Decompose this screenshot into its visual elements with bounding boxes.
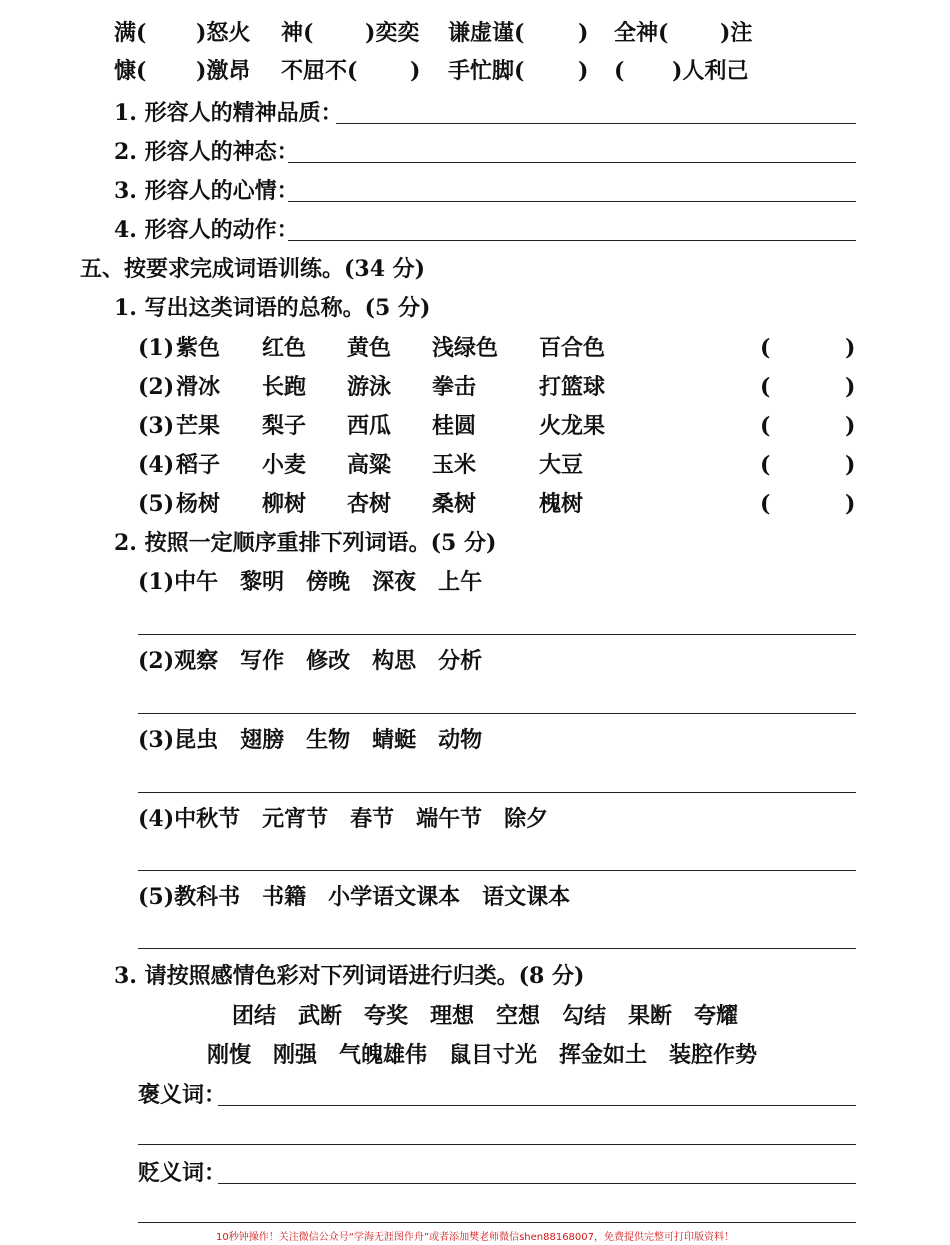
idiom-part: ) bbox=[578, 20, 589, 46]
answer-paren-close: ) bbox=[845, 491, 856, 517]
idiom-part: 神( bbox=[281, 20, 314, 46]
item-number: (5) bbox=[138, 491, 175, 517]
idiom-part: )激昂 bbox=[196, 58, 251, 84]
word: 桑树 bbox=[432, 491, 477, 517]
word: 杏树 bbox=[347, 491, 392, 517]
word: 西瓜 bbox=[347, 413, 392, 439]
word: 浅绿色 bbox=[432, 335, 499, 361]
word: 桂圆 bbox=[432, 413, 477, 439]
question-title: 2. 按照一定顺序重排下列词语。(5 分) bbox=[114, 530, 497, 556]
word-bank-row-2: 刚愎 刚强 气魄雄伟 鼠目寸光 挥金如土 装腔作势 bbox=[207, 1042, 758, 1068]
word: 杨树 bbox=[176, 491, 221, 517]
answer-paren-open[interactable]: ( bbox=[760, 491, 771, 517]
word: 大豆 bbox=[539, 452, 584, 478]
answer-line[interactable] bbox=[288, 240, 856, 241]
answer-paren-open[interactable]: ( bbox=[760, 452, 771, 478]
item-number: (3) bbox=[138, 413, 175, 439]
reorder-words: (5)教科书 书籍 小学语文课本 语文课本 bbox=[138, 884, 571, 910]
word: 打篮球 bbox=[539, 374, 606, 400]
idiom-part: ) bbox=[410, 58, 421, 84]
reorder-words: (4)中秋节 元宵节 春节 端午节 除夕 bbox=[138, 806, 549, 832]
idiom-part: )人利己 bbox=[672, 58, 749, 84]
idiom-part: )奕奕 bbox=[365, 20, 420, 46]
word: 滑冰 bbox=[176, 374, 221, 400]
reorder-words: (3)昆虫 翅膀 生物 蜻蜓 动物 bbox=[138, 727, 483, 753]
word: 高粱 bbox=[347, 452, 392, 478]
idiom-part: 手忙脚( bbox=[448, 58, 525, 84]
item-number: (1) bbox=[138, 335, 175, 361]
word: 长跑 bbox=[262, 374, 307, 400]
answer-line[interactable] bbox=[288, 162, 856, 163]
answer-line[interactable] bbox=[288, 201, 856, 202]
idiom-part: )注 bbox=[720, 20, 753, 46]
answer-paren-close: ) bbox=[845, 452, 856, 478]
answer-line[interactable] bbox=[138, 792, 856, 793]
idiom-part: ( bbox=[614, 58, 625, 84]
word: 红色 bbox=[262, 335, 307, 361]
question-label: 4. 形容人的动作： bbox=[114, 217, 299, 243]
idiom-part: 不屈不( bbox=[281, 58, 358, 84]
word: 稻子 bbox=[176, 452, 221, 478]
answer-paren-open[interactable]: ( bbox=[760, 374, 771, 400]
question-label: 2. 形容人的神态： bbox=[114, 139, 299, 165]
question-label: 3. 形容人的心情： bbox=[114, 178, 299, 204]
word: 芒果 bbox=[176, 413, 221, 439]
answer-paren-close: ) bbox=[845, 374, 856, 400]
answer-line[interactable] bbox=[218, 1183, 856, 1184]
answer-line[interactable] bbox=[218, 1105, 856, 1106]
idiom-part: 全神( bbox=[614, 20, 669, 46]
item-number: (2) bbox=[138, 374, 175, 400]
answer-paren-open[interactable]: ( bbox=[760, 335, 771, 361]
word: 黄色 bbox=[347, 335, 392, 361]
word: 紫色 bbox=[176, 335, 221, 361]
word-bank-row-1: 团结 武断 夸奖 理想 空想 勾结 果断 夸耀 bbox=[232, 1003, 739, 1029]
word: 游泳 bbox=[347, 374, 392, 400]
idiom-part: )怒火 bbox=[196, 20, 251, 46]
word: 柳树 bbox=[262, 491, 307, 517]
answer-paren-close: ) bbox=[845, 335, 856, 361]
item-number: (4) bbox=[138, 452, 175, 478]
question-title: 3. 请按照感情色彩对下列词语进行归类。(8 分) bbox=[114, 963, 585, 989]
word: 火龙果 bbox=[539, 413, 606, 439]
question-label: 1. 形容人的精神品质： bbox=[114, 100, 343, 126]
derogatory-label: 贬义词： bbox=[138, 1160, 227, 1186]
idiom-part: 慷( bbox=[114, 58, 147, 84]
answer-line[interactable] bbox=[138, 1222, 856, 1223]
answer-line[interactable] bbox=[138, 948, 856, 949]
word: 玉米 bbox=[432, 452, 477, 478]
answer-line[interactable] bbox=[138, 713, 856, 714]
answer-line[interactable] bbox=[138, 634, 856, 635]
idiom-part: 谦虚谨( bbox=[448, 20, 525, 46]
idiom-part: ) bbox=[578, 58, 589, 84]
praise-label: 褒义词： bbox=[138, 1082, 227, 1108]
answer-paren-close: ) bbox=[845, 413, 856, 439]
answer-line[interactable] bbox=[336, 123, 856, 124]
answer-line[interactable] bbox=[138, 870, 856, 871]
idiom-part: 满( bbox=[114, 20, 147, 46]
word: 小麦 bbox=[262, 452, 307, 478]
answer-line[interactable] bbox=[138, 1144, 856, 1145]
reorder-words: (2)观察 写作 修改 构思 分析 bbox=[138, 648, 483, 674]
word: 百合色 bbox=[539, 335, 606, 361]
reorder-words: (1)中午 黎明 傍晚 深夜 上午 bbox=[138, 569, 483, 595]
word: 梨子 bbox=[262, 413, 307, 439]
section-title: 五、按要求完成词语训练。(34 分) bbox=[80, 256, 426, 282]
word: 拳击 bbox=[432, 374, 477, 400]
footer-notice: 10秒钟操作！关注微信公众号“学海无涯图作舟”或者添加樊老师微信shen88168007，免费提供完整可打印版资料！ bbox=[215, 1232, 735, 1243]
word: 槐树 bbox=[539, 491, 584, 517]
question-title: 1. 写出这类词语的总称。(5 分) bbox=[114, 295, 431, 321]
answer-paren-open[interactable]: ( bbox=[760, 413, 771, 439]
